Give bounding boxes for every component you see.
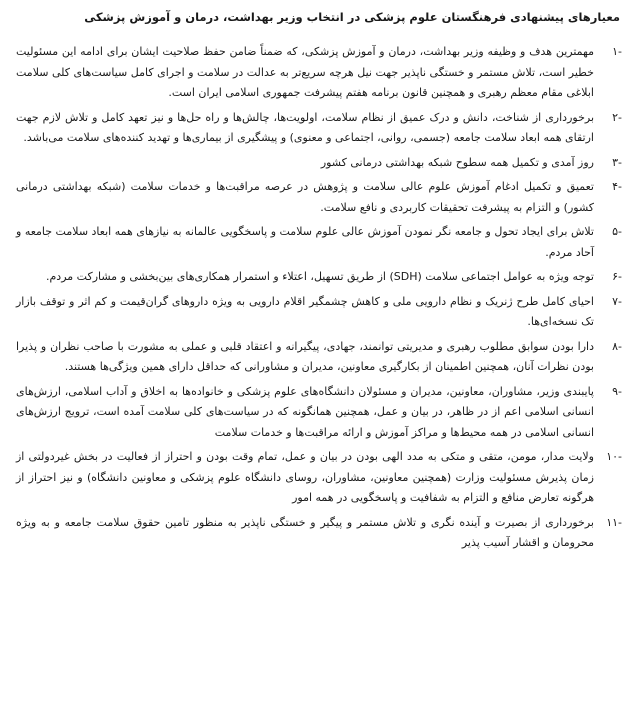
criterion-item bbox=[12, 42, 622, 104]
criterion-number: -۱ bbox=[612, 45, 622, 58]
criterion-item bbox=[12, 108, 622, 149]
criterion-number: -۲ bbox=[612, 110, 622, 124]
criterion-item bbox=[12, 513, 622, 554]
criterion-item bbox=[12, 267, 622, 288]
criterion-item bbox=[12, 222, 622, 263]
document-title: معیارهای پیشنهادی فرهنگستان علوم پزشکی در انتخاب وزیر بهداشت، درمان و آموزش پزشکی bbox=[84, 10, 620, 24]
criterion-text: ولایت مدار، مومن، متقی و متکی به مدد الهی بودن در بیان و عمل، تمام وقت بودن و احتراز از فعالیت در بخش غیردولتی از زمان پذیرش مسئولیت وزارت (همچنین معاونین، مشاوران، روسای دانشگاه علوم پزشکی و معاونین دانشگاه) و نیز احتراز از هرگونه تعارض منافع و التزام به شفافیت و پاسخگویی در همه امور bbox=[16, 450, 594, 504]
criterion-number: -۱۱ bbox=[606, 515, 622, 529]
criterion-text: مهمترین هدف و وظیفه وزیر بهداشت، درمان و آموزش پزشکی، که ضمناً ضامن حفظ صلاحیت ایشان برای ادامه این مسئولیت خطیر است، تلاش مستمر و خستگی ناپذیر جهت نیل هرچه سریع‌تر به عدالت در سلامت و اجرای کامل سیاست‌های کلی سلامت ابلاغی مقام معظم رهبری و همچنین قانون برنامه هفتم پیشرفت جمهوری اسلامی ایران است. bbox=[16, 45, 594, 99]
criterion-text: پایبندی وزیر، مشاوران، معاونین، مدیران و مسئولان دانشگاه‌های علوم پزشکی و خانواده‌ها به اخلاق و آداب اسلامی، ارزش‌های انسانی اسلامی اعم از در ظاهر، در بیان و عمل، همچنین همانگونه که در سیاست‌های کلی سلامت آمده است، ترویج ارزش‌های انسانی اسلامی در همه محیط‌ها و مراکز آموزش و ارائه مراقبت‌ها و خدمات سلامت bbox=[16, 384, 594, 439]
criterion-number: -۶ bbox=[612, 270, 622, 283]
criterion-text: تعمیق و تکمیل ادغام آموزش علوم عالی سلامت و پژوهش در عرصه مراقبت‌ها و خدمات سلامت (شبکه بهداشتی درمانی کشور) و التزام به پیشرفت تحقیقات کاربردی و نافع سلامت. bbox=[16, 180, 594, 214]
criterion-text: دارا بودن سوابق مطلوب رهبری و مدیریتی توانمند، جهادی، پیگیرانه و اعتقاد قلبی و عملی به مشورت با صاحب نظران و پذیرا بودن نظرات آنان، همچنین اطمینان از بکارگیری معاونین، مدیران و مشاورانی که حداقل دارای همین ویژگی‌ها هستند. bbox=[16, 339, 594, 373]
criteria-list bbox=[12, 42, 622, 554]
criterion-number: -۳ bbox=[612, 155, 622, 169]
criterion-text: روز آمدی و تکمیل همه سطوح شبکه بهداشتی درمانی کشور bbox=[320, 155, 594, 169]
criterion-text: تلاش برای ایجاد تحول و جامعه نگر نمودن آموزش عالی علوم سلامت و پاسخگویی عالمانه به نیازهای همه ابعاد سلامت جامعه و آحاد مردم. bbox=[16, 225, 594, 259]
criterion-number: -۸ bbox=[612, 339, 622, 353]
criterion-text: برخورداری از بصیرت و آینده نگری و تلاش مستمر و پیگیر و خستگی ناپذیر به منظور تامین حقوق سلامت جامعه و به ویژه محرومان و اقشار آسیب پذیر bbox=[16, 515, 594, 549]
criterion-number: -۷ bbox=[612, 294, 622, 308]
criterion-text: برخورداری از شناخت، دانش و درک عمیق از نظام سلامت، اولویت‌ها، چالش‌ها و راه حل‌ها و نیز تعهد کامل و تلاش لازم جهت ارتقای همه ابعاد سلامت جامعه (جسمی، روانی، اجتماعی و معنوی) و پیشگیری از بیماری‌ها و تهدید کننده‌های سلامت می‌باشد. bbox=[16, 110, 594, 144]
criterion-number: -۱۰ bbox=[606, 450, 622, 463]
criterion-number: -۴ bbox=[612, 180, 622, 193]
criterion-text: توجه ویژه به عوامل اجتماعی سلامت (SDH) از طریق تسهیل، اعتلاء و استمرار همکاری‌های بین‌بخشی و مشارکت مردم. bbox=[46, 270, 594, 283]
criterion-item bbox=[12, 382, 622, 444]
criterion-text: احیای کامل طرح ژنریک و نظام دارویی ملی و کاهش چشمگیر اقلام دارویی به ویژه داروهای گران‌قیمت و کم اثر و توقف بازار تک نسخه‌ای‌ها. bbox=[16, 294, 594, 328]
criterion-item bbox=[12, 153, 622, 174]
criterion-number: -۵ bbox=[612, 225, 622, 238]
criterion-item bbox=[12, 447, 622, 509]
criterion-number: -۹ bbox=[612, 384, 622, 398]
criterion-item bbox=[12, 337, 622, 378]
criterion-item bbox=[12, 177, 622, 218]
criterion-item bbox=[12, 292, 622, 333]
